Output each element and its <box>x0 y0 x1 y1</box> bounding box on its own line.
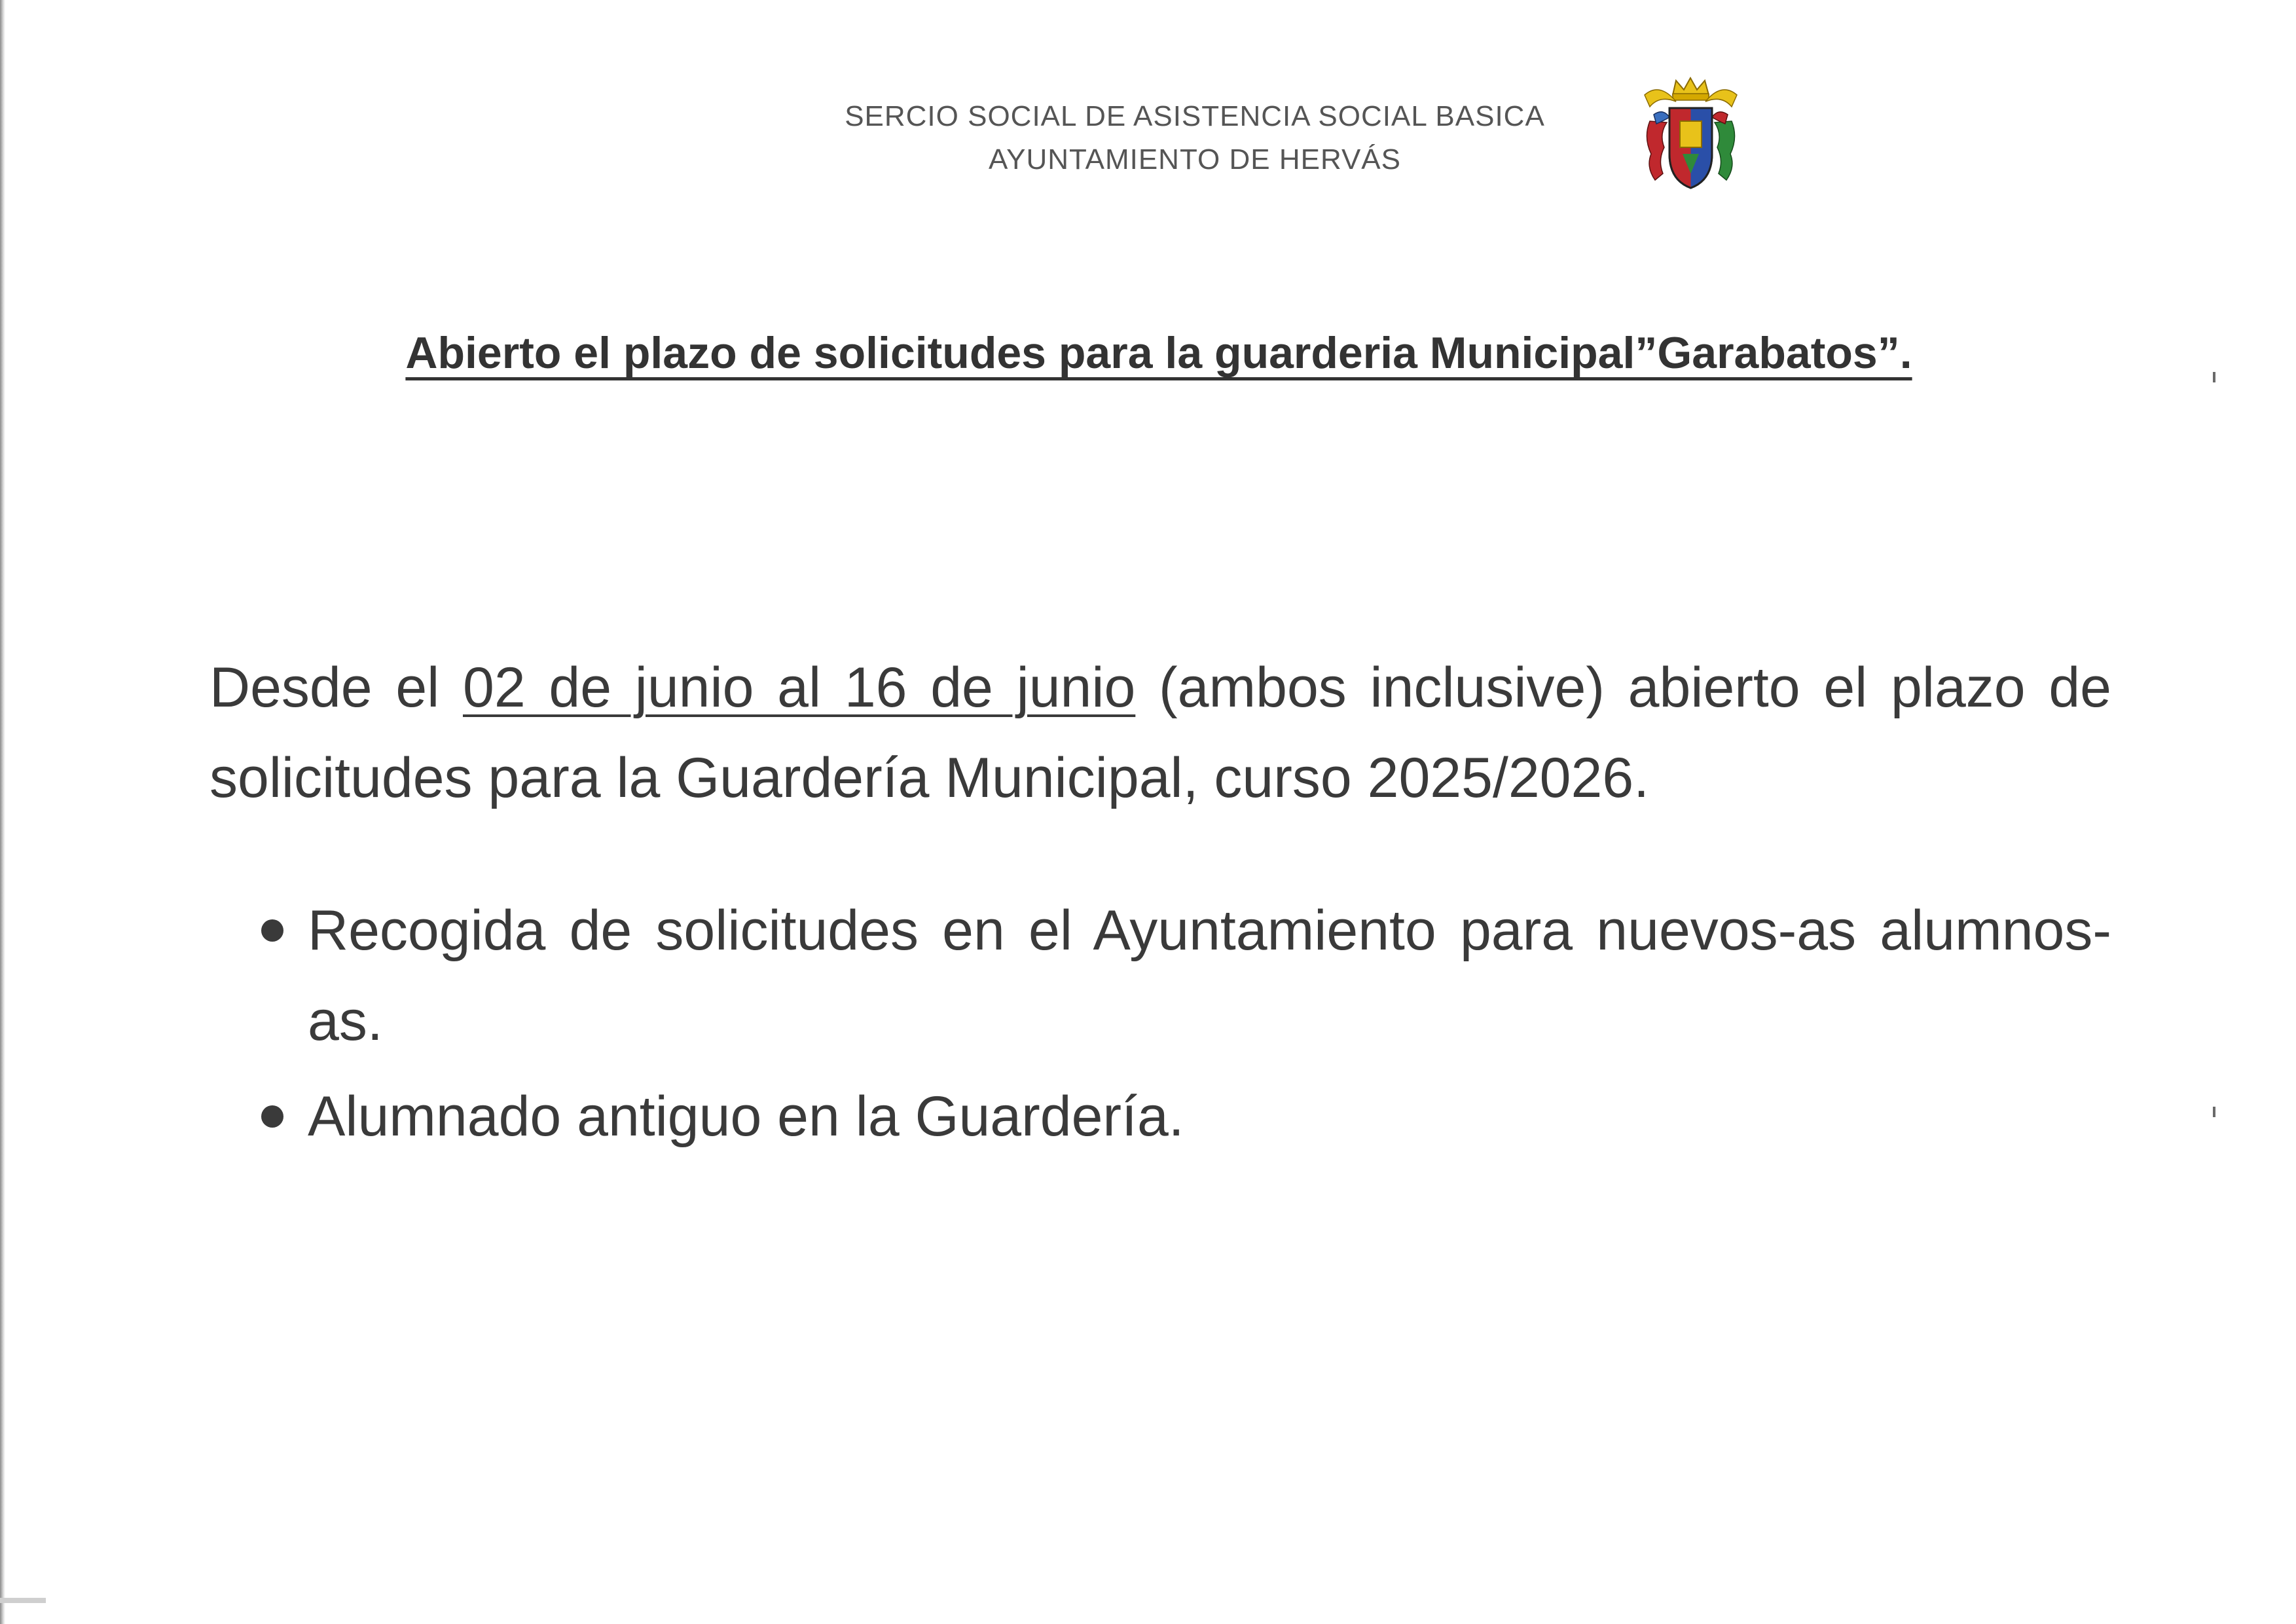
scan-mark <box>2213 372 2215 382</box>
list-item <box>259 885 2111 1066</box>
organization-header <box>720 95 1669 181</box>
intro-suffix: (ambos inclusive) abierto el plazo de solicitudes para la Guardería Municipal, curso 2025/2026. <box>210 656 2111 809</box>
list-item-text: Recogida de solicitudes en el Ayuntamiento para nuevos-as alumnos-as. <box>308 899 2111 1052</box>
date-range: 02 de junio al 16 de junio <box>462 656 1136 719</box>
municipality-name: AYUNTAMIENTO DE HERVÁS <box>989 143 1401 175</box>
scan-mark <box>2213 1107 2215 1117</box>
title-text: Abierto el plazo de solicitudes para la guarderia Municipal”Garabatos”. <box>405 328 1912 378</box>
bullet-dot-icon <box>261 919 283 942</box>
page-title <box>275 327 2043 378</box>
coat-of-arms-icon <box>1637 75 1745 193</box>
intro-prefix: Desde el <box>210 656 463 719</box>
list-item-text: Alumnado antiguo en la Guardería. <box>308 1085 1184 1148</box>
scan-edge-left <box>0 0 5 1624</box>
scan-edge-bottom <box>0 1598 46 1603</box>
organization-name: SERCIO SOCIAL DE ASISTENCIA SOCIAL BASICA <box>845 100 1545 132</box>
list-item <box>259 1071 2111 1162</box>
bullet-dot-icon <box>261 1105 283 1128</box>
body-paragraph <box>210 642 2111 823</box>
bullet-list <box>259 885 2111 1167</box>
